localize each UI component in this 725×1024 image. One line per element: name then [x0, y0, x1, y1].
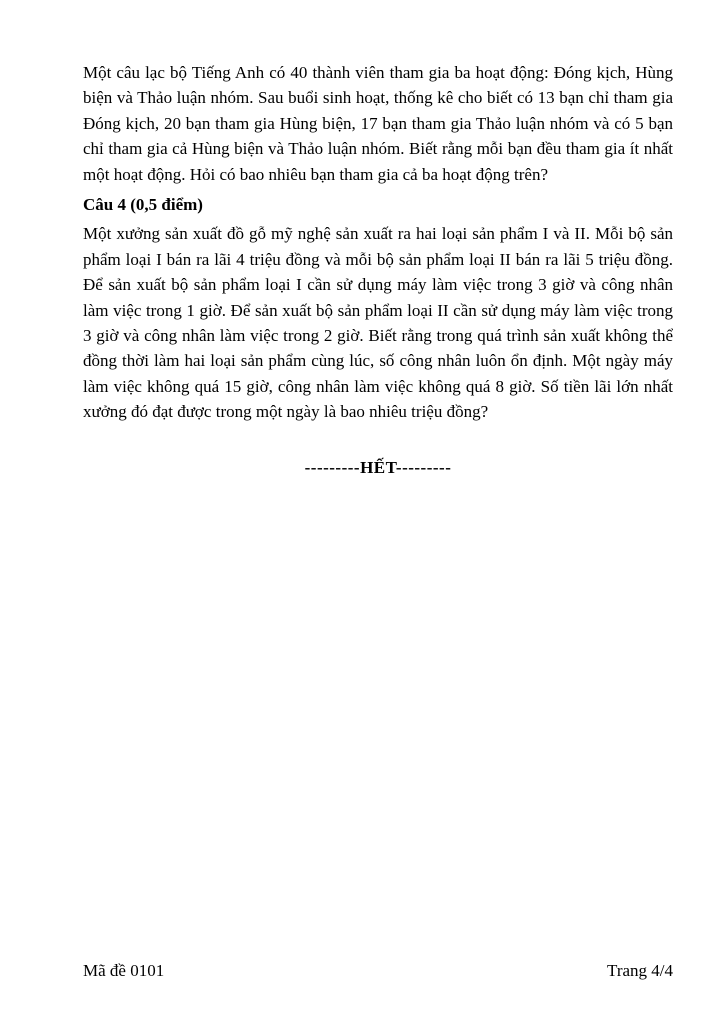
- text-line: làm việc không quá 15 giờ, công nhân làm việc không quá 8 giờ. Số tiền lãi lớn nhất: [83, 376, 673, 396]
- text-line: phẩm loại I bán ra lãi 4 triệu đồng và mỗi bộ sản phẩm loại II bán ra lãi 5 triệu đồng.: [83, 249, 673, 269]
- paragraph-cau3: [83, 60, 673, 187]
- page-footer: [83, 958, 673, 983]
- paragraph-cau4: [83, 221, 673, 424]
- text-line: làm việc trong 1 giờ. Để sản xuất bộ sản phẩm loại II cần sử dụng máy làm việc trong: [83, 300, 673, 320]
- end-marker: ---------HẾT---------: [304, 457, 452, 477]
- text-line: Một câu lạc bộ Tiếng Anh có 40 thành viên tham gia ba hoạt động: Đóng kịch, Hùng: [83, 63, 673, 82]
- text-line: Để sản xuất bộ sản phẩm loại I cần sử dụng máy làm việc trong 3 giờ và công nhân: [83, 275, 673, 295]
- text-line: 3 giờ và công nhân làm việc trong 2 giờ. Biết rằng trong quá trình sản xuất không thể: [83, 326, 673, 346]
- text-line: Đóng kịch, 20 bạn tham gia Hùng biện, 17 bạn tham gia Thảo luận nhóm và có 5 bạn: [83, 113, 673, 133]
- text-line: xưởng đó đạt được trong một ngày là bao nhiêu triệu đồng?: [83, 402, 489, 422]
- text-line: chỉ tham gia cả Hùng biện và Thảo luận nhóm. Biết rằng mỗi bạn đều tham gia ít nhất: [83, 139, 673, 159]
- exam-code: Mã đề 0101: [83, 961, 165, 980]
- text-line: biện và Thảo luận nhóm. Sau buổi sinh hoạt, thống kê cho biết có 13 bạn chỉ tham gia: [83, 88, 673, 108]
- section-heading-cau4: Câu 4 (0,5 điểm): [83, 195, 203, 215]
- page-number: Trang 4/4: [607, 961, 673, 980]
- text-line: Một xưởng sản xuất đồ gỗ mỹ nghệ sản xuất ra hai loại sản phẩm I và II. Mỗi bộ sản: [83, 224, 673, 244]
- document-body: [83, 60, 673, 480]
- text-line: một hoạt động. Hỏi có bao nhiêu bạn tham gia cả ba hoạt động trên?: [83, 164, 549, 184]
- text-line: đồng thời làm hai loại sản phẩm cùng lúc, số công nhân luôn ổn định. Một ngày máy: [83, 351, 673, 371]
